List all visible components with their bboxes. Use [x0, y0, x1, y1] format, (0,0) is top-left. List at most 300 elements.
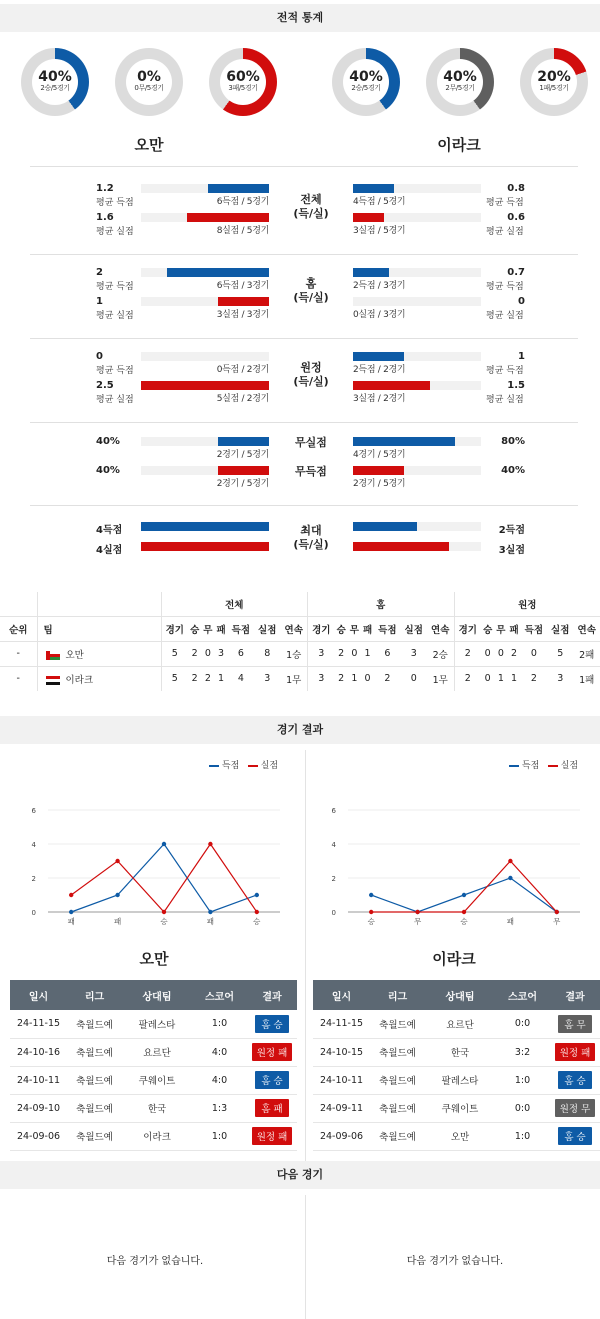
- stat-cell: 3: [308, 666, 335, 691]
- stat-cell: 2패: [573, 641, 600, 666]
- stat-cell: 0: [348, 641, 361, 666]
- right-scored-caption: 2득점 / 3경기: [353, 281, 406, 291]
- bar-track: [141, 352, 269, 361]
- opponent-cell: 팔레스타: [425, 1066, 495, 1094]
- team-cell[interactable]: [37, 666, 161, 691]
- divider: [30, 505, 578, 506]
- stat-cell: 2: [454, 641, 481, 666]
- stat-cell: 3: [254, 666, 280, 691]
- results-header-row: [313, 980, 600, 1010]
- legend-conceded-swatch: [548, 765, 558, 767]
- result-cell: [247, 1010, 297, 1038]
- results-header-cell: 스코어: [192, 980, 247, 1010]
- label-avg-scored: 평균 득점: [96, 366, 134, 376]
- sub-header-cell: 경기: [308, 616, 335, 641]
- team-name: 오만: [65, 649, 84, 661]
- league-cell: 축월드예: [67, 1066, 122, 1094]
- right-clean-caption: 4경기 / 5경기: [353, 450, 406, 460]
- result-cell: [550, 1010, 600, 1038]
- league-cell: 축월드예: [370, 1038, 425, 1066]
- right-conceded-caption: 3실점 / 5경기: [353, 226, 406, 236]
- divider: [30, 254, 578, 255]
- left-noscore-caption: 2경기 / 5경기: [216, 479, 269, 489]
- bar-fill: [353, 268, 389, 277]
- league-cell: 축월드예: [370, 1066, 425, 1094]
- stat-cell: 2: [188, 666, 201, 691]
- left-avg-conceded: 1.6: [96, 212, 114, 223]
- league-cell: 축월드예: [370, 1094, 425, 1122]
- right-max-scored: 2득점: [498, 525, 525, 536]
- score-cell: 0:0: [495, 1094, 550, 1122]
- no-next-match-left: 다음 경기가 없습니다.: [106, 1256, 204, 1267]
- date-cell: 24-10-11: [10, 1066, 67, 1094]
- stat-cell: 1무: [427, 666, 454, 691]
- donut-caption: 1패/5경기: [539, 84, 569, 92]
- stat-cell: 0: [494, 641, 507, 666]
- result-badge: 원정 패: [252, 1127, 293, 1145]
- result-badge: 원정 패: [555, 1043, 596, 1061]
- oman-flag-icon: [46, 651, 60, 660]
- results-row[interactable]: [10, 1038, 297, 1066]
- header-rank: 순위: [0, 616, 37, 641]
- results-chart-right: [320, 795, 590, 935]
- right-avg-scored: 1: [518, 351, 525, 362]
- opponent-cell: 한국: [122, 1094, 192, 1122]
- right-avg-scored: 0.7: [507, 267, 525, 278]
- sub-header-cell: 승: [188, 616, 201, 641]
- label-avg-scored: 평균 득점: [486, 282, 524, 292]
- left-avg-scored: 0: [96, 351, 103, 362]
- results-header-cell: 상대팀: [122, 980, 192, 1010]
- left-clean-pct: 40%: [96, 436, 120, 447]
- stat-cell: 3: [308, 641, 335, 666]
- sub-header-cell: 승: [335, 616, 348, 641]
- label-avg-conceded: 평균 실점: [486, 395, 524, 405]
- stat-cell: 1: [507, 666, 520, 691]
- right-max-conceded: 3실점: [498, 545, 525, 556]
- sub-header-cell: 득점: [374, 616, 400, 641]
- results-header-cell: 일시: [10, 980, 67, 1010]
- stat-cell: 8: [254, 641, 280, 666]
- result-badge: 원정 무: [555, 1099, 596, 1117]
- max-title-line2: (득/실): [293, 538, 329, 551]
- stat-cell: 1승: [280, 641, 307, 666]
- data-point-scored: [462, 893, 466, 897]
- stat-cell: 1: [494, 666, 507, 691]
- left-avg-scored: 1.2: [96, 183, 114, 194]
- sub-header-cell: 경기: [161, 616, 188, 641]
- league-cell: 축월드예: [370, 1010, 425, 1038]
- results-row[interactable]: [10, 1066, 297, 1094]
- sub-header-cell: 연속: [280, 616, 307, 641]
- bar-fill: [353, 381, 430, 390]
- y-tick-label: 0: [31, 909, 36, 917]
- results-row[interactable]: [313, 1010, 600, 1038]
- label-avg-scored: 평균 득점: [96, 282, 134, 292]
- legend-conceded-swatch: [248, 765, 258, 767]
- results-row[interactable]: [10, 1094, 297, 1122]
- donut-hole: [343, 59, 389, 105]
- legend-scored-swatch: [509, 765, 519, 767]
- results-header-cell: 스코어: [495, 980, 550, 1010]
- bar-fill: [141, 381, 269, 390]
- right-avg-conceded: 1.5: [507, 380, 525, 391]
- team-name: 이라크: [65, 674, 94, 686]
- left-scored-caption: 6득점 / 5경기: [216, 197, 269, 207]
- stat-cell: 2: [201, 666, 214, 691]
- right-avg-conceded: 0: [518, 296, 525, 307]
- stat-cell: 3: [401, 641, 427, 666]
- label-avg-scored: 평균 득점: [96, 198, 134, 208]
- result-badge: 홈 승: [255, 1015, 289, 1033]
- bar-fill: [353, 437, 455, 446]
- score-cell: 1:0: [192, 1010, 247, 1038]
- results-row[interactable]: [10, 1010, 297, 1038]
- block-title-line1: 원정: [300, 361, 322, 374]
- stat-cell: 5: [161, 666, 188, 691]
- x-tick-label: 무: [553, 917, 561, 926]
- empty-cell: [37, 592, 161, 616]
- opponent-cell: 이라크: [122, 1122, 192, 1150]
- bar-fill: [187, 213, 269, 222]
- no-next-match-right: 다음 경기가 없습니다.: [406, 1256, 504, 1267]
- stats-section-header: 전적 통계: [0, 4, 600, 32]
- results-row[interactable]: [313, 1066, 600, 1094]
- donut-caption: 2승/5경기: [40, 84, 70, 92]
- sub-header-cell: 득점: [228, 616, 254, 641]
- label-avg-conceded: 평균 실점: [96, 311, 134, 321]
- result-badge: 홈 승: [255, 1071, 289, 1089]
- score-cell: 0:0: [495, 1010, 550, 1038]
- bar-fill: [353, 184, 394, 193]
- y-tick-label: 6: [31, 807, 36, 815]
- stat-cell: 2: [374, 666, 400, 691]
- stat-cell: 0: [201, 641, 214, 666]
- left-scored-caption: 0득점 / 2경기: [216, 365, 269, 375]
- left-clean-caption: 2경기 / 5경기: [216, 450, 269, 460]
- opponent-cell: 쿠웨이트: [425, 1094, 495, 1122]
- donut-hole: [531, 59, 577, 105]
- max-title-line1: 최대: [300, 524, 322, 537]
- date-cell: 24-11-15: [10, 1010, 67, 1038]
- results-row[interactable]: [313, 1094, 600, 1122]
- stat-cell: 2: [188, 641, 201, 666]
- results-row[interactable]: [313, 1122, 600, 1150]
- data-point-scored: [369, 893, 373, 897]
- block-title: [270, 361, 352, 389]
- sub-header-cell: 실점: [401, 616, 427, 641]
- group-all: 전체: [161, 592, 308, 616]
- label-avg-conceded: 평균 실점: [96, 227, 134, 237]
- sub-header-cell: 무: [201, 616, 214, 641]
- donut-hole: [220, 59, 266, 105]
- bar-fill: [218, 466, 269, 475]
- max-title: [270, 524, 352, 552]
- left-conceded-caption: 8실점 / 5경기: [216, 226, 269, 236]
- results-table-right: [313, 980, 600, 1151]
- result-badge: 홈 패: [255, 1099, 289, 1117]
- team-name-left: 오만: [134, 136, 164, 154]
- bar-fill: [218, 437, 269, 446]
- sub-header-cell: 무: [494, 616, 507, 641]
- group-home: 홈: [308, 592, 455, 616]
- block-title-line2: (득/실): [293, 207, 329, 220]
- donut-caption: 2승/5경기: [351, 84, 381, 92]
- result-cell: [247, 1066, 297, 1094]
- date-cell: 24-09-10: [10, 1094, 67, 1122]
- date-cell: 24-11-15: [313, 1010, 370, 1038]
- left-max-conceded: 4실점: [96, 545, 123, 556]
- sub-header-cell: 패: [507, 616, 520, 641]
- league-cell: 축월드예: [67, 1094, 122, 1122]
- stat-cell: 0: [361, 666, 374, 691]
- block-title-line1: 홈: [305, 277, 317, 290]
- left-noscore-pct: 40%: [96, 465, 120, 476]
- results-row[interactable]: [10, 1122, 297, 1150]
- stat-cell: 3: [547, 666, 573, 691]
- score-cell: 4:0: [192, 1038, 247, 1066]
- bar-fill: [353, 213, 384, 222]
- stat-cell: 5: [547, 641, 573, 666]
- date-cell: 24-09-11: [313, 1094, 370, 1122]
- right-scored-caption: 2득점 / 2경기: [353, 365, 406, 375]
- donut-percent: 40%: [443, 69, 477, 85]
- right-avg-conceded: 0.6: [507, 212, 525, 223]
- stat-cell: 1패: [573, 666, 600, 691]
- stat-cell: 5: [161, 641, 188, 666]
- team-cell[interactable]: [37, 641, 161, 666]
- bar-fill: [353, 466, 404, 475]
- sub-header-cell: 실점: [547, 616, 573, 641]
- results-header-cell: 결과: [247, 980, 297, 1010]
- next-section-header: 다음 경기: [0, 1161, 600, 1189]
- bar-fill: [141, 542, 269, 551]
- stat-cell: 0: [481, 641, 494, 666]
- stat-cell: 2승: [427, 641, 454, 666]
- results-chart-left: [20, 795, 290, 935]
- results-table-left: [10, 980, 297, 1151]
- stat-cell: 1: [361, 641, 374, 666]
- date-cell: 24-10-11: [313, 1066, 370, 1094]
- data-point-scored: [115, 893, 119, 897]
- block-title-line2: (득/실): [293, 291, 329, 304]
- stat-cell: 1: [214, 666, 227, 691]
- results-header-cell: 리그: [370, 980, 425, 1010]
- rank-cell: -: [0, 641, 37, 666]
- team-name-right: 이라크: [437, 136, 481, 154]
- results-row[interactable]: [313, 1038, 600, 1066]
- x-tick-label: 승: [367, 917, 375, 926]
- opponent-cell: 팔레스타: [122, 1010, 192, 1038]
- y-tick-label: 2: [331, 875, 336, 883]
- label-avg-scored: 평균 득점: [486, 198, 524, 208]
- result-cell: [550, 1094, 600, 1122]
- bar-fill: [208, 184, 269, 193]
- data-point-scored: [255, 893, 259, 897]
- x-tick-label: 무: [413, 917, 422, 926]
- sub-header-cell: 연속: [573, 616, 600, 641]
- results-header-cell: 리그: [67, 980, 122, 1010]
- y-tick-label: 4: [331, 841, 336, 849]
- bar-fill: [141, 522, 269, 531]
- sub-header-cell: 패: [214, 616, 227, 641]
- label-avg-conceded: 평균 실점: [96, 395, 134, 405]
- stat-cell: 2: [335, 666, 348, 691]
- date-cell: 24-09-06: [313, 1122, 370, 1150]
- donut-caption: 0무/5경기: [134, 84, 164, 92]
- donut-chart: [520, 48, 588, 116]
- standings-table: [0, 592, 600, 691]
- score-cell: 1:0: [192, 1122, 247, 1150]
- block-title: [270, 193, 352, 221]
- bar-fill: [167, 268, 269, 277]
- chart-team-left: 오만: [139, 950, 169, 968]
- right-conceded-caption: 3실점 / 2경기: [353, 394, 406, 404]
- legend-conceded: 실점: [260, 761, 279, 771]
- donut-chart: [209, 48, 277, 116]
- group-away: 원정: [518, 599, 537, 611]
- x-tick-label: 승: [253, 917, 261, 926]
- stat-cell: 6: [228, 641, 254, 666]
- series-line-conceded: [371, 861, 557, 912]
- donut-caption: 2무/5경기: [445, 84, 475, 92]
- score-cell: 1:0: [495, 1066, 550, 1094]
- date-cell: 24-09-06: [10, 1122, 67, 1150]
- block-title-line2: (득/실): [293, 375, 329, 388]
- data-point-conceded: [415, 910, 419, 914]
- score-cell: 1:3: [192, 1094, 247, 1122]
- sub-header-cell: 연속: [427, 616, 454, 641]
- data-point-conceded: [462, 910, 466, 914]
- stat-cell: 0: [401, 666, 427, 691]
- legend-conceded: 실점: [560, 761, 579, 771]
- stat-cell: 2: [521, 666, 547, 691]
- results-header-cell: 일시: [313, 980, 370, 1010]
- sub-header-cell: 경기: [454, 616, 481, 641]
- league-cell: 축월드예: [67, 1122, 122, 1150]
- right-conceded-caption: 0실점 / 3경기: [353, 310, 406, 320]
- bar-track: [353, 297, 481, 306]
- results-header-row: [10, 980, 297, 1010]
- y-tick-label: 2: [31, 875, 36, 883]
- x-tick-label: 패: [206, 917, 215, 926]
- donut-percent: 40%: [38, 69, 72, 85]
- left-avg-conceded: 2.5: [96, 380, 114, 391]
- stat-cell: 0: [521, 641, 547, 666]
- right-clean-pct: 80%: [501, 436, 525, 447]
- legend-left: [209, 758, 278, 771]
- results-header-cell: 결과: [550, 980, 600, 1010]
- divider: [30, 422, 578, 423]
- result-cell: [247, 1122, 297, 1150]
- result-cell: [247, 1094, 297, 1122]
- donut-hole: [32, 59, 78, 105]
- opponent-cell: 한국: [425, 1038, 495, 1066]
- sub-header-cell: 패: [361, 616, 374, 641]
- left-avg-conceded: 1: [96, 296, 103, 307]
- opponent-cell: 요르단: [425, 1010, 495, 1038]
- data-point-scored: [208, 910, 212, 914]
- x-tick-label: 패: [113, 917, 122, 926]
- left-avg-scored: 2: [96, 267, 103, 278]
- results-section-header: 경기 결과: [0, 716, 600, 744]
- date-cell: 24-10-16: [10, 1038, 67, 1066]
- result-cell: [247, 1038, 297, 1066]
- stat-cell: 2: [507, 641, 520, 666]
- data-point-conceded: [255, 910, 259, 914]
- result-cell: [550, 1038, 600, 1066]
- opponent-cell: 요르단: [122, 1038, 192, 1066]
- data-point-scored: [162, 842, 166, 846]
- label-avg-conceded: 평균 실점: [486, 227, 524, 237]
- donut-hole: [126, 59, 172, 105]
- data-point-conceded: [162, 910, 166, 914]
- y-tick-label: 4: [31, 841, 36, 849]
- bar-fill: [218, 297, 269, 306]
- data-point-conceded: [369, 910, 373, 914]
- result-badge: 홈 무: [558, 1015, 592, 1033]
- block-title-line1: 전체: [300, 193, 322, 206]
- donut-hole: [437, 59, 483, 105]
- donut-chart: [21, 48, 89, 116]
- stat-cell: 1무: [280, 666, 307, 691]
- header-team: 팀: [37, 616, 161, 641]
- sub-header-cell: 실점: [254, 616, 280, 641]
- stat-cell: 6: [374, 641, 400, 666]
- result-cell: [550, 1122, 600, 1150]
- donut-percent: 0%: [137, 69, 161, 85]
- empty-cell: [0, 592, 37, 616]
- x-tick-label: 승: [160, 917, 168, 926]
- stat-cell: 0: [481, 666, 494, 691]
- result-badge: 홈 승: [558, 1071, 592, 1089]
- x-tick-label: 패: [506, 917, 515, 926]
- divider: [30, 338, 578, 339]
- donut-percent: 20%: [537, 69, 571, 85]
- result-badge: 원정 패: [252, 1043, 293, 1061]
- block-title: [270, 277, 352, 305]
- bar-fill: [353, 542, 449, 551]
- score-cell: 4:0: [192, 1066, 247, 1094]
- stat-cell: 1: [348, 666, 361, 691]
- right-scored-caption: 4득점 / 5경기: [353, 197, 406, 207]
- column-divider: [305, 750, 306, 1170]
- x-tick-label: 패: [67, 917, 75, 926]
- x-tick-label: 승: [460, 917, 468, 926]
- score-cell: 1:0: [495, 1122, 550, 1150]
- stat-cell: 2: [454, 666, 481, 691]
- data-point-conceded: [115, 859, 119, 863]
- stat-cell: 2: [335, 641, 348, 666]
- data-point-conceded: [69, 893, 73, 897]
- opponent-cell: 오만: [425, 1122, 495, 1150]
- left-max-scored: 4득점: [96, 525, 123, 536]
- chart-team-right: 이라크: [432, 950, 476, 968]
- date-cell: 24-10-15: [313, 1038, 370, 1066]
- results-header-cell: 상대팀: [425, 980, 495, 1010]
- bar-fill: [353, 522, 417, 531]
- left-conceded-caption: 3실점 / 3경기: [216, 310, 269, 320]
- donut-chart: [332, 48, 400, 116]
- result-badge: 홈 승: [558, 1127, 592, 1145]
- donut-chart: [426, 48, 494, 116]
- league-cell: 축월드예: [370, 1122, 425, 1150]
- data-point-conceded: [508, 859, 512, 863]
- right-noscore-caption: 2경기 / 5경기: [353, 479, 406, 489]
- stat-cell: 3: [214, 641, 227, 666]
- data-point-scored: [69, 910, 73, 914]
- data-point-conceded: [208, 842, 212, 846]
